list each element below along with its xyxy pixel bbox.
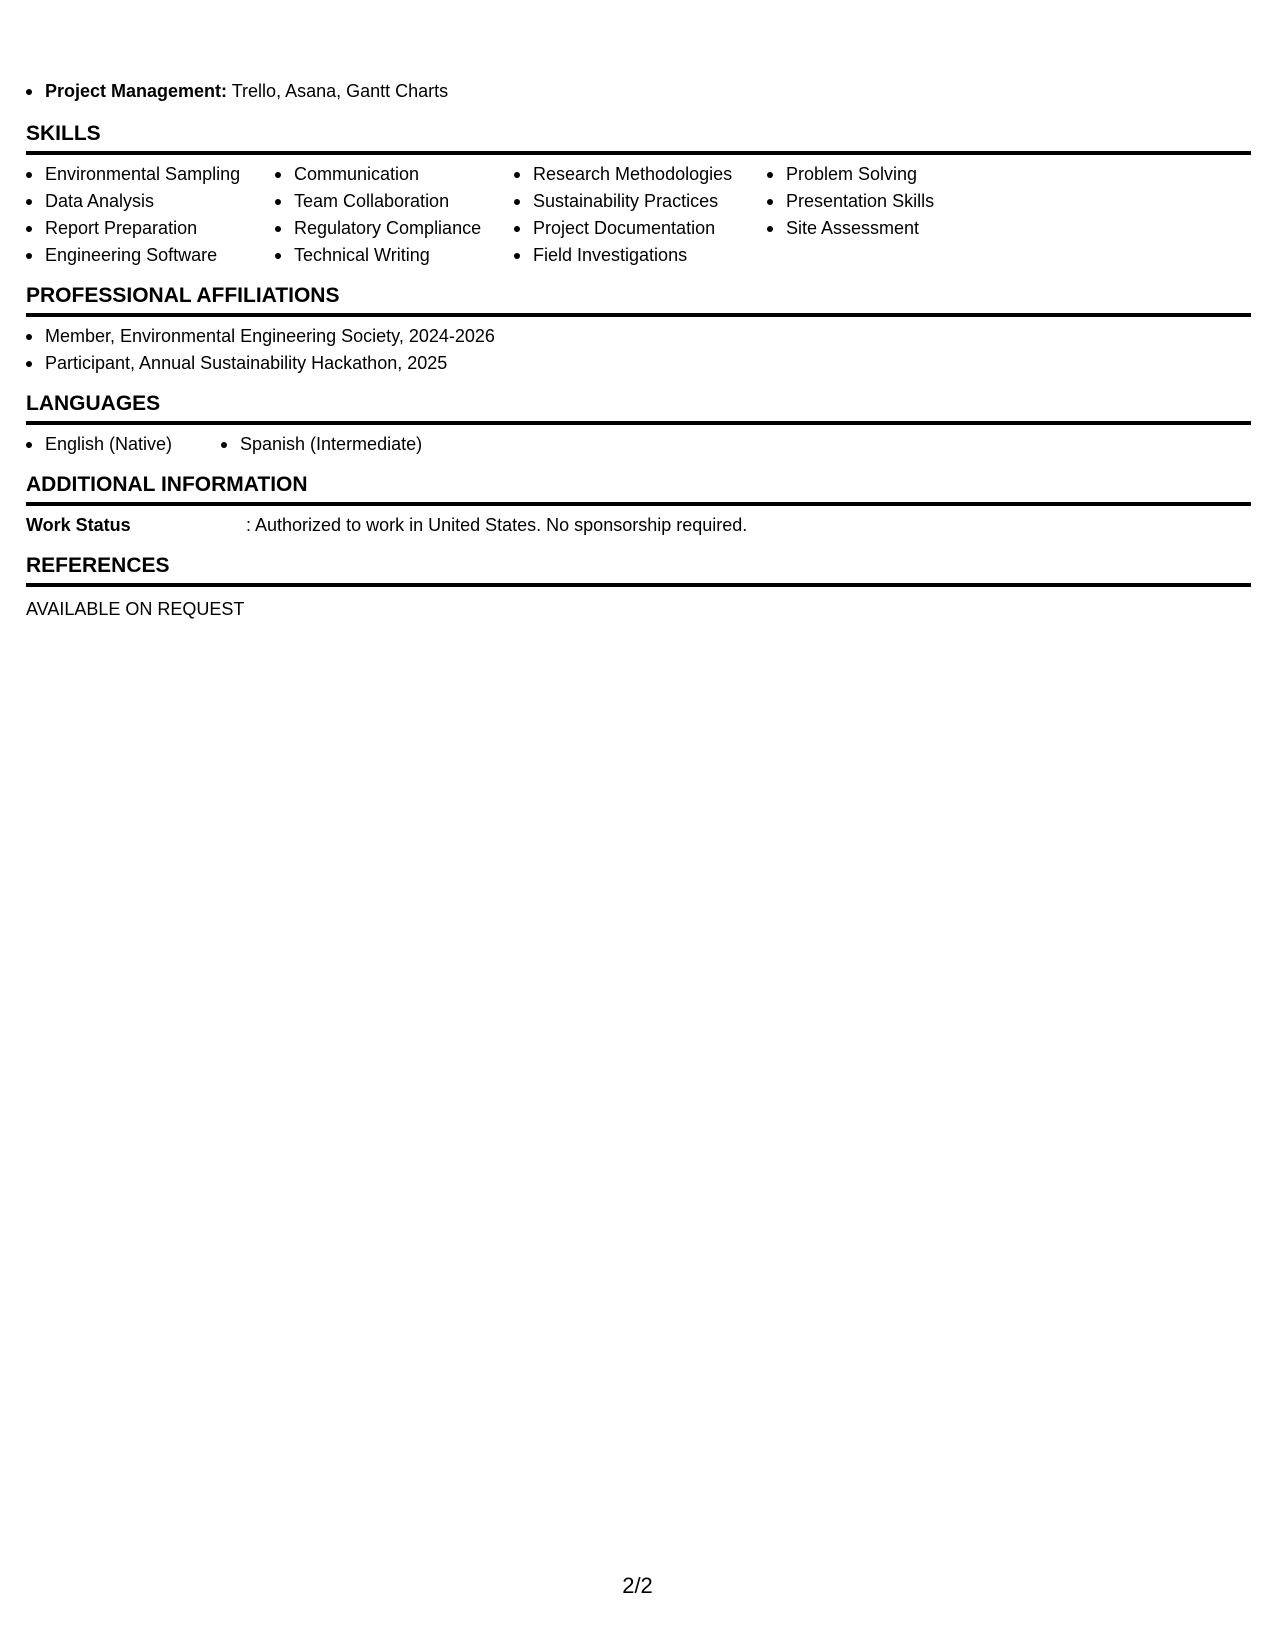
skill-item: Regulatory Compliance [275,215,514,242]
additional-info-section [26,472,1251,539]
skill-item: Presentation Skills [767,188,1017,215]
skill-item: Data Analysis [26,188,275,215]
skill-item: Project Documentation [514,215,767,242]
affiliations-list [26,323,1251,377]
affiliation-item: Member, Environmental Engineering Society, 2024-2026 [26,323,1251,350]
skills-heading: SKILLS [26,121,1251,155]
skills-column [514,161,767,269]
skill-item: Problem Solving [767,161,1017,188]
skill-item: Research Methodologies [514,161,767,188]
project-management-label: Project Management: [45,81,228,101]
skills-column [26,161,275,269]
references-heading: REFERENCES [26,553,1251,587]
resume-page [26,0,1251,623]
language-item: English (Native) [26,431,221,458]
affiliation-item: Participant, Annual Sustainability Hackathon, 2025 [26,350,1251,377]
additional-info-heading: ADDITIONAL INFORMATION [26,472,1251,506]
skill-item: Engineering Software [26,242,275,269]
skill-item: Environmental Sampling [26,161,275,188]
skill-item: Site Assessment [767,215,1017,242]
skill-item: Report Preparation [26,215,275,242]
skills-column [275,161,514,269]
project-management-value: Trello, Asana, Gantt Charts [227,81,449,101]
work-status-label: Work Status [26,515,131,535]
page-number: 2/2 [622,1573,653,1598]
skills-column [767,161,1017,269]
references-text: AVAILABLE ON REQUEST [26,599,245,619]
skills-grid [26,161,1251,269]
references-section [26,553,1251,623]
skills-section [26,121,1251,269]
languages-heading: LANGUAGES [26,391,1251,425]
project-management-item [26,78,1251,105]
skill-item: Sustainability Practices [514,188,767,215]
skill-item: Technical Writing [275,242,514,269]
affiliations-heading: PROFESSIONAL AFFILIATIONS [26,283,1251,317]
skill-item: Communication [275,161,514,188]
work-status-value: : Authorized to work in United States. No sponsorship required. [246,515,748,535]
languages-list [26,431,1251,458]
affiliations-section [26,283,1251,377]
skill-item: Team Collaboration [275,188,514,215]
languages-section [26,391,1251,458]
work-status-row [26,512,1251,539]
skill-item: Field Investigations [514,242,767,269]
language-item: Spanish (Intermediate) [221,431,422,458]
